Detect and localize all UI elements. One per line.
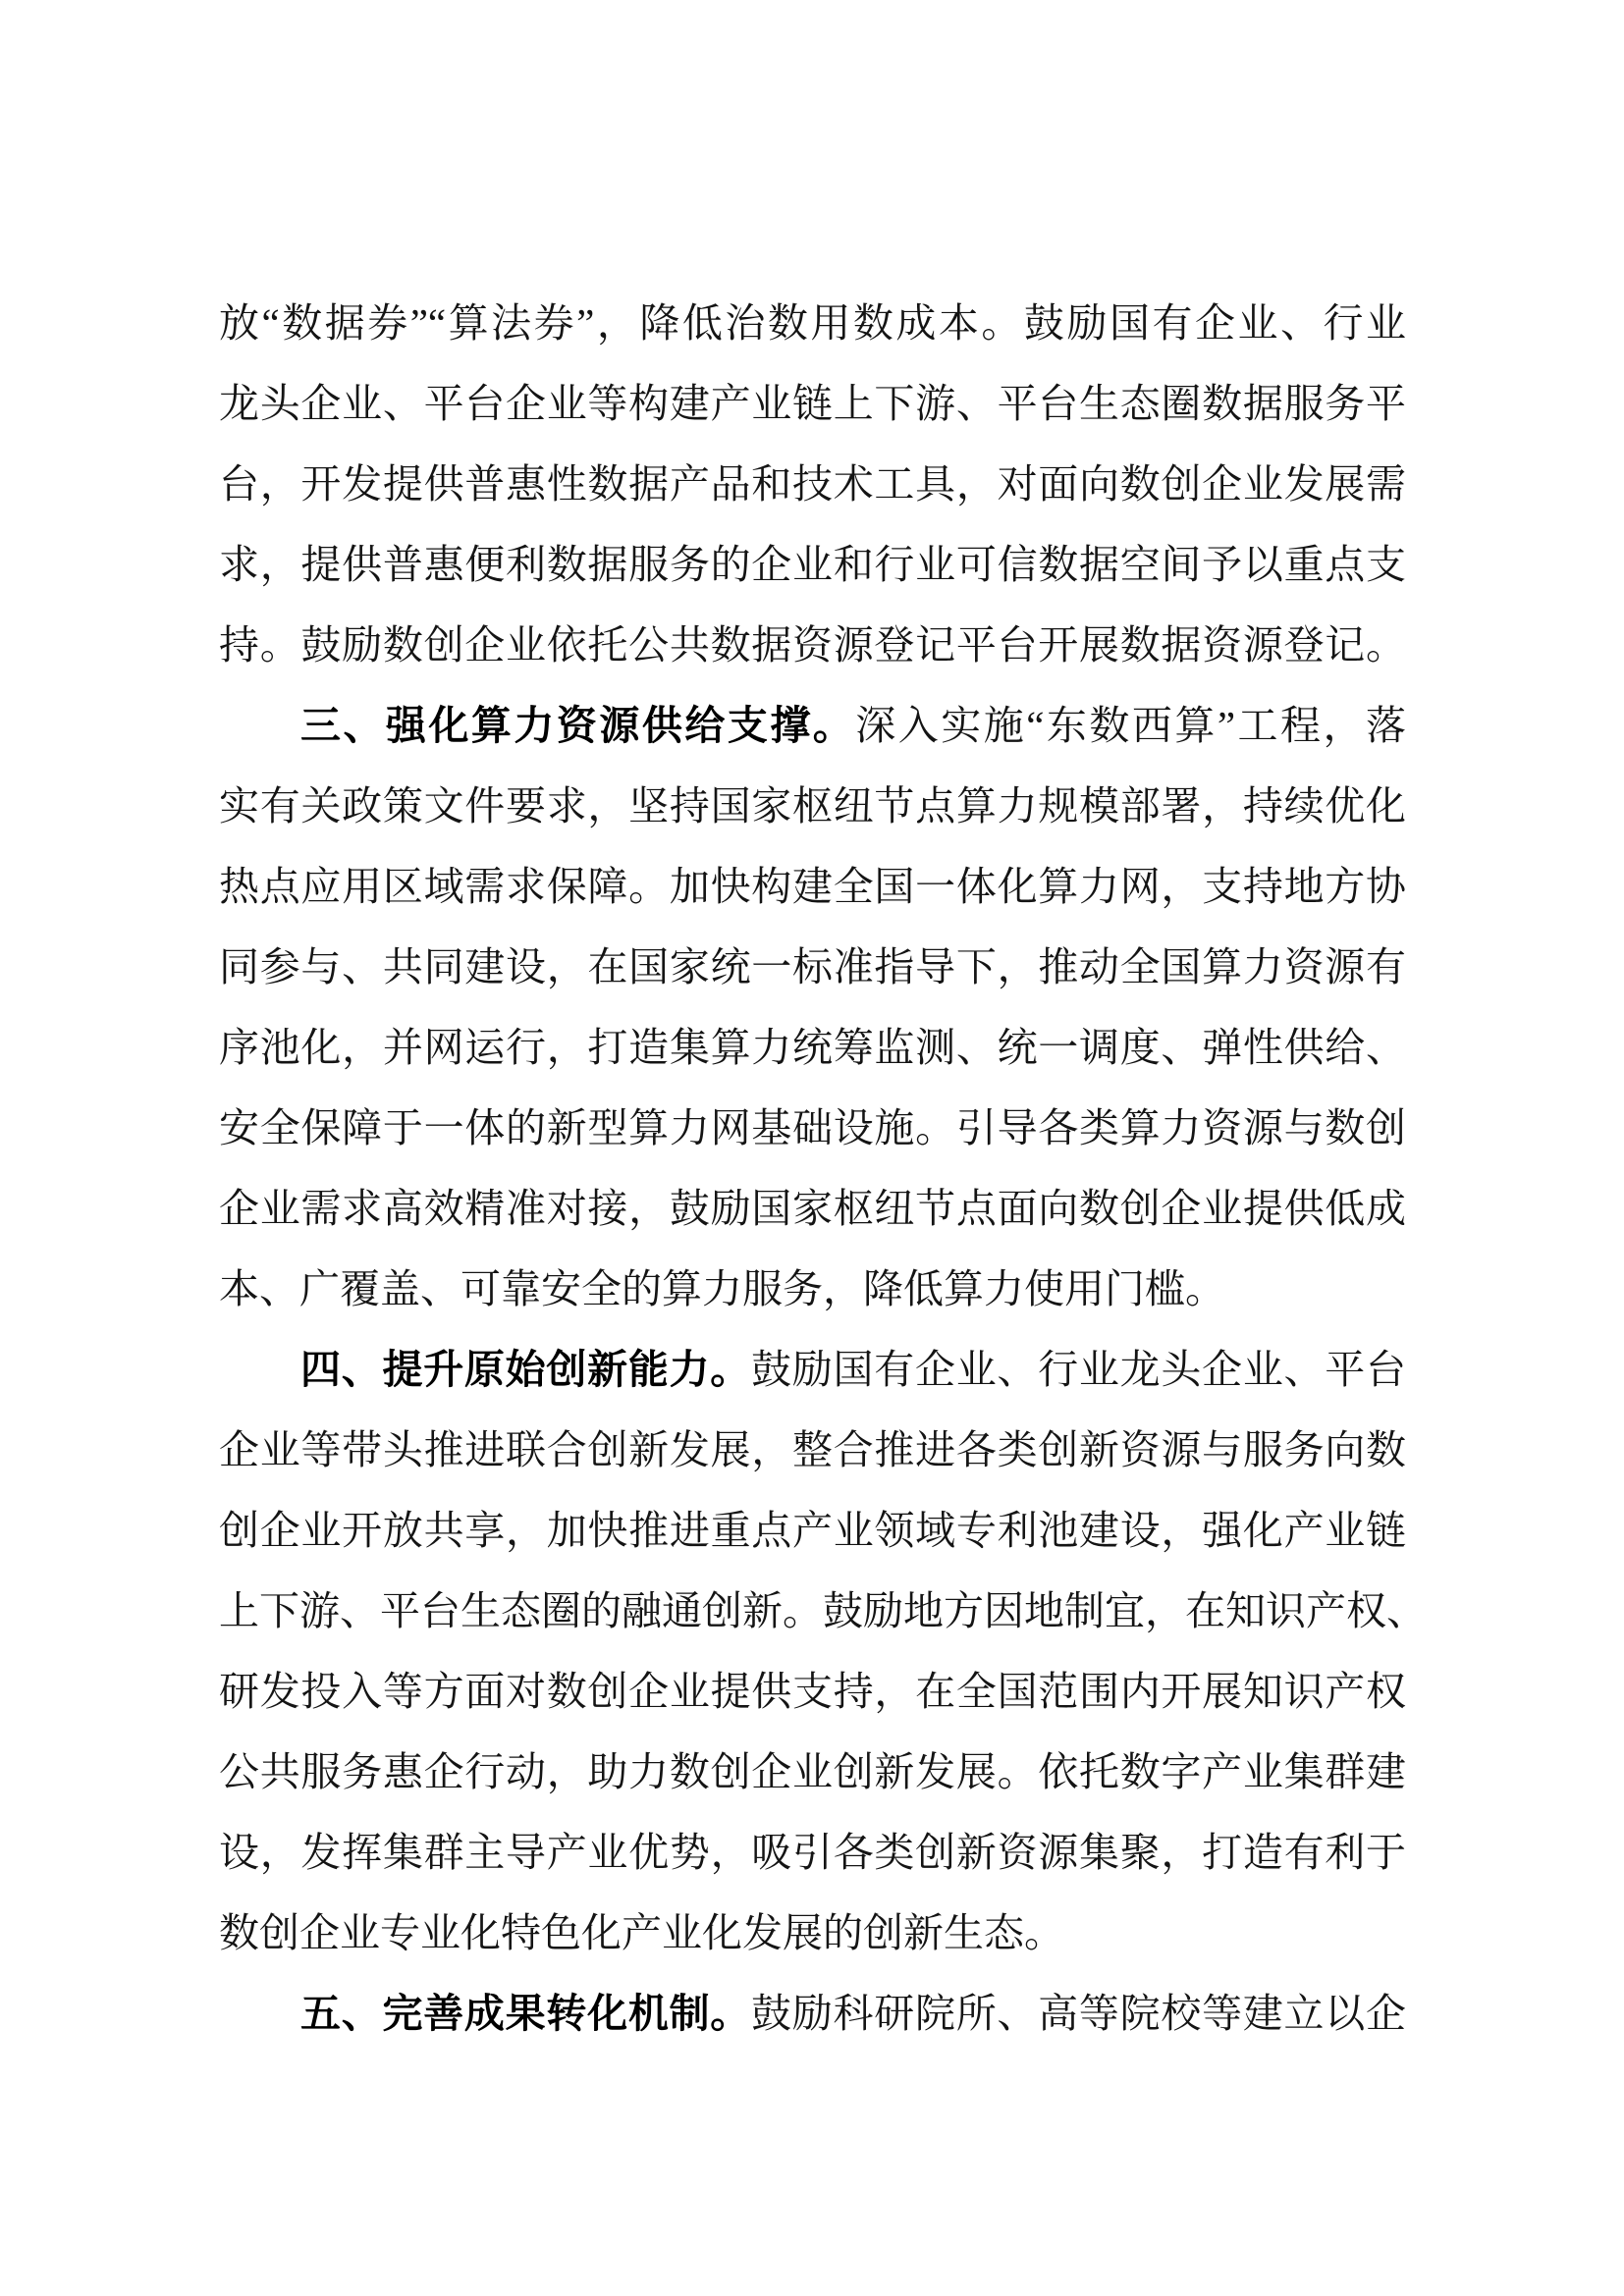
section-heading: 四、提升原始创新能力。 <box>300 1346 752 1393</box>
text-line-11 <box>219 1088 1406 1168</box>
text-line-1 <box>219 283 1406 363</box>
line-text: 研发投入等方面对数创企业提供支持，在全国范围内开展知识产权 <box>219 1669 1406 1714</box>
text-line-2 <box>219 363 1406 444</box>
line-text: 企业需求高效精准对接，鼓励国家枢纽节点面向数创企业提供低成 <box>219 1186 1406 1231</box>
text-line-10 <box>219 1007 1406 1088</box>
section-heading: 三、强化算力资源供给支撑。 <box>300 702 856 749</box>
text-line-18 <box>219 1651 1406 1732</box>
text-line-4 <box>219 524 1406 605</box>
document-body <box>219 283 1427 2054</box>
line-text: 实有关政策文件要求，坚持国家枢纽节点算力规模部署，持续优化 <box>219 783 1406 828</box>
line-text: 安全保障于一体的新型算力网基础设施。引导各类算力资源与数创 <box>219 1105 1406 1150</box>
text-line-3 <box>219 444 1406 524</box>
text-line-14 <box>219 1329 1406 1410</box>
line-text: 龙头企业、平台企业等构建产业链上下游、平台生态圈数据服务平 <box>219 381 1406 426</box>
text-line-5 <box>219 605 1406 685</box>
text-line-21 <box>219 1893 1406 1973</box>
line-text: 持。鼓励数创企业依托公共数据资源登记平台开展数据资源登记。 <box>219 622 1406 667</box>
line-text: 数创企业专业化特色化产业化发展的创新生态。 <box>219 1910 1064 1955</box>
line-text: 序池化，并网运行，打造集算力统筹监测、统一调度、弹性供给、 <box>219 1025 1406 1070</box>
line-text: 设，发挥集群主导产业优势，吸引各类创新资源集聚，打造有利于 <box>219 1830 1406 1875</box>
text-line-6 <box>219 685 1406 766</box>
section-heading: 五、完善成果转化机制。 <box>300 1990 752 2037</box>
line-text: 鼓励国有企业、行业龙头企业、平台 <box>751 1347 1407 1392</box>
text-line-15 <box>219 1410 1406 1490</box>
line-text: 深入实施“东数西算”工程，落 <box>855 703 1406 748</box>
line-text: 台，开发提供普惠性数据产品和技术工具，对面向数创企业发展需 <box>219 461 1406 507</box>
text-line-9 <box>219 927 1406 1007</box>
line-text: 创企业开放共享，加快推进重点产业领域专利池建设，强化产业链 <box>219 1508 1406 1553</box>
line-text: 公共服务惠企行动，助力数创企业创新发展。依托数字产业集群建 <box>219 1749 1406 1794</box>
text-line-17 <box>219 1571 1427 1651</box>
line-text: 放“数据券”“算法券”，降低治数用数成本。鼓励国有企业、行业 <box>219 300 1406 346</box>
line-text: 同参与、共同建设，在国家统一标准指导下，推动全国算力资源有 <box>219 944 1406 989</box>
text-line-19 <box>219 1732 1406 1812</box>
text-line-8 <box>219 846 1406 927</box>
line-text: 本、广覆盖、可靠安全的算力服务，降低算力使用门槛。 <box>219 1266 1225 1311</box>
line-text: 企业等带头推进联合创新发展，整合推进各类创新资源与服务向数 <box>219 1427 1406 1472</box>
line-text: 热点应用区域需求保障。加快构建全国一体化算力网，支持地方协 <box>219 864 1406 909</box>
text-line-13 <box>219 1249 1406 1329</box>
text-line-12 <box>219 1168 1406 1249</box>
text-line-7 <box>219 766 1406 846</box>
line-text: 上下游、平台生态圈的融通创新。鼓励地方因地制宜，在知识产权、 <box>219 1588 1427 1633</box>
text-line-16 <box>219 1490 1406 1571</box>
line-text: 求，提供普惠便利数据服务的企业和行业可信数据空间予以重点支 <box>219 542 1406 587</box>
text-line-20 <box>219 1812 1406 1893</box>
text-line-22 <box>219 1973 1406 2054</box>
line-text: 鼓励科研院所、高等院校等建立以企 <box>751 1991 1407 2036</box>
